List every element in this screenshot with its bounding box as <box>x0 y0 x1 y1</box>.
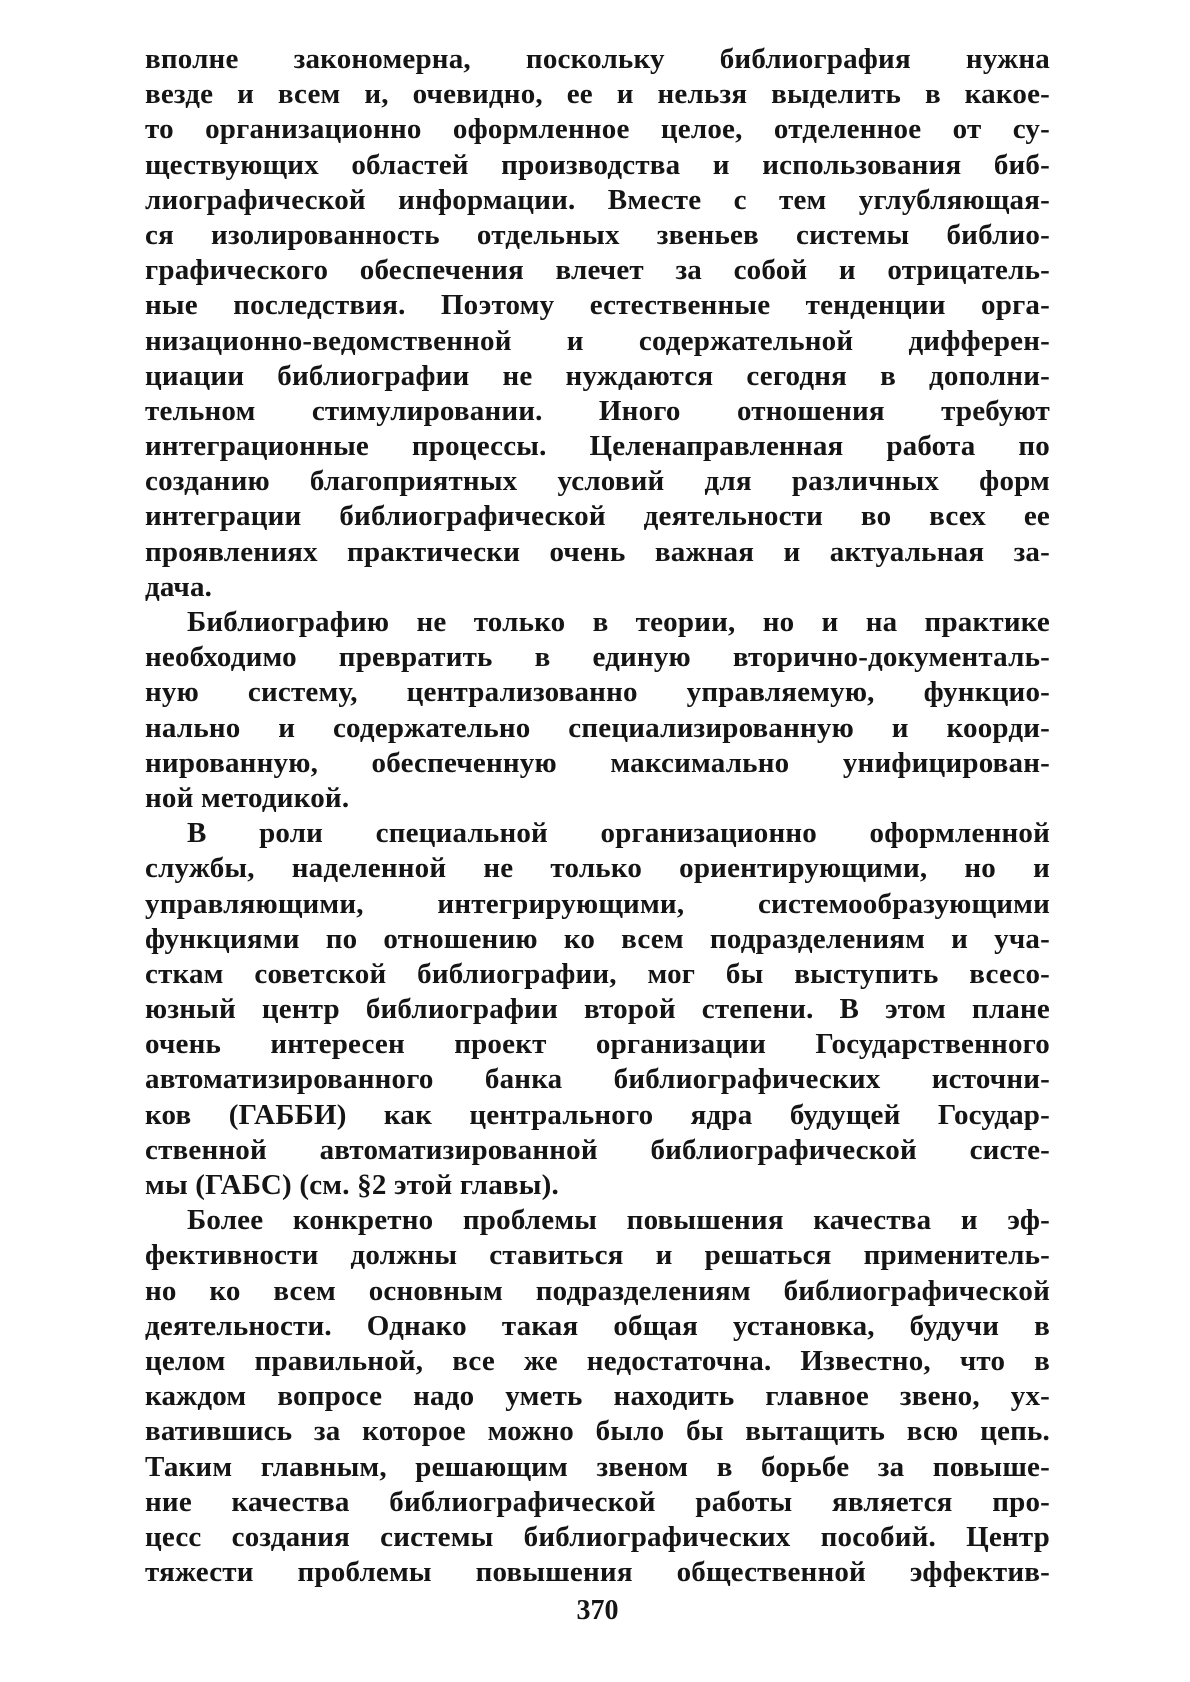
text-line: тельном стимулировании. Иного отношения требуют <box>145 394 1050 427</box>
text-line: цесс создания системы библиографических пособий. Центр <box>145 1520 1050 1553</box>
text-line: ществующих областей производства и использования биб- <box>145 148 1050 181</box>
text-line: фективности должны ставиться и решаться применитель- <box>145 1239 1050 1272</box>
text-line: графического обеспечения влечет за собой и отрицатель- <box>145 254 1050 287</box>
text-line: созданию благоприятных условий для различных форм <box>145 465 1050 498</box>
paragraph <box>145 1203 1050 1590</box>
text-line: вполне закономерна, поскольку библиография нужна <box>145 43 1050 75</box>
text-line: мы (ГАБС) (см. §2 этой главы). <box>145 1169 559 1201</box>
text-line: управляющими, интегрирующими, системообразующими <box>145 887 1050 920</box>
paragraph <box>145 816 1050 1203</box>
text-line: интеграции библиографической деятельности во всех ее <box>145 500 1050 533</box>
page-body-text <box>145 42 1050 1590</box>
text-line: но ко всем основным подразделениям библиографической <box>145 1274 1050 1307</box>
text-line: нально и содержательно специализированную и коорди- <box>145 711 1050 744</box>
book-page <box>145 42 1050 1642</box>
text-line: функциями по отношению ко всем подразделениям и уча- <box>145 922 1050 955</box>
text-line: интеграционные процессы. Целенаправленная работа по <box>145 430 1050 463</box>
text-line: тяжести проблемы повышения общественной эффектив- <box>145 1556 1050 1589</box>
text-line: ственной автоматизированной библиографической систе- <box>145 1133 1050 1166</box>
text-line: везде и всем и, очевидно, ее и нельзя выделить в какое- <box>145 78 1050 111</box>
text-line: каждом вопросе надо уметь находить главное звено, ух- <box>145 1380 1050 1413</box>
text-line: юзный центр библиографии второй степени. В этом плане <box>145 993 1050 1026</box>
text-line: ные последствия. Поэтому естественные тенденции орга- <box>145 289 1050 322</box>
text-line: автоматизированного банка библиографических источни- <box>145 1063 1050 1096</box>
text-line: целом правильной, все же недостаточна. Известно, что в <box>145 1344 1050 1377</box>
text-line: ков (ГАББИ) как центрального ядра будущей Государ- <box>145 1098 1050 1131</box>
text-line: проявлениях практически очень важная и актуальная за- <box>145 535 1050 568</box>
text-line: дача. <box>145 570 213 603</box>
text-line: нированную, обеспеченную максимально унифицирован- <box>145 746 1050 779</box>
text-line: циации библиографии не нуждаются сегодня в дополни- <box>145 359 1050 392</box>
text-line: то организационно оформленное целое, отделенное от су- <box>145 113 1050 146</box>
text-line: Библиографию не только в теории, но и на практике <box>187 606 1050 638</box>
text-line: ние качества библиографической работы является про- <box>145 1485 1050 1518</box>
text-line: очень интересен проект организации Государственного <box>145 1028 1050 1061</box>
text-line: ную систему, централизованно управляемую, функцио- <box>145 676 1050 709</box>
text-line: низационно-ведомственной и содержательной дифферен- <box>145 324 1050 357</box>
text-line: деятельности. Однако такая общая установка, будучи в <box>145 1309 1050 1342</box>
text-line: Более конкретно проблемы повышения качества и эф- <box>187 1204 1050 1237</box>
text-line: сткам советской библиографии, мог бы выступить всесо- <box>145 957 1050 990</box>
text-line: необходимо превратить в единую вторично-документаль- <box>145 641 1050 674</box>
text-line: ся изолированность отдельных звеньев системы библио- <box>145 218 1050 251</box>
text-line: В роли специальной организационно оформленной <box>187 817 1050 850</box>
text-line: ной методикой. <box>145 781 350 814</box>
text-line: лиографической информации. Вместе с тем углубляющая- <box>145 183 1050 216</box>
page-number: 370 <box>576 1595 619 1626</box>
text-line: ватившись за которое можно было бы вытащить всю цепь. <box>145 1415 1050 1448</box>
text-line: службы, наделенной не только ориентирующими, но и <box>145 852 1050 885</box>
paragraph <box>145 42 1050 605</box>
paragraph <box>145 605 1050 816</box>
text-line: Таким главным, решающим звеном в борьбе за повыше- <box>145 1450 1050 1483</box>
